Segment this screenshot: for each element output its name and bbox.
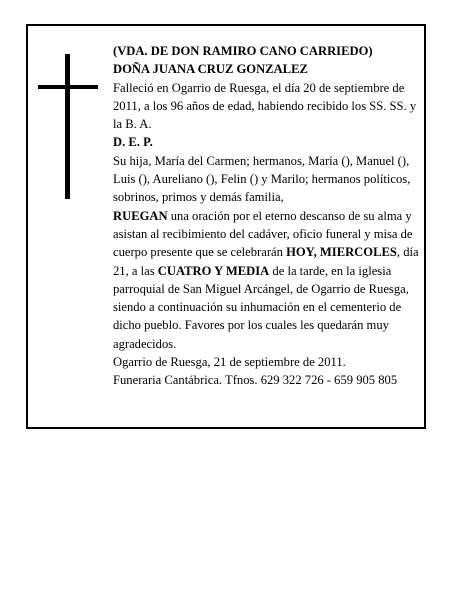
cross-vertical-bar bbox=[65, 54, 70, 199]
service-day: HOY, MIERCOLES bbox=[286, 245, 397, 260]
widow-of-line: (VDA. DE DON RAMIRO CANO CARRIEDO) bbox=[113, 44, 373, 58]
deceased-name: DOÑA JUANA CRUZ GONZALEZ bbox=[113, 62, 308, 77]
service-day-text: , día 21, a las bbox=[113, 245, 419, 278]
family-list: Su hija, María del Carmen; hermanos, María (), Manuel (), Luis (), Aureliano (), Felin () y Marilo; hermanos políticos, sobrinos, primos y demás familia, bbox=[113, 153, 411, 205]
service-details: de la tarde, en la iglesia parroquial de San Miguel Arcángel, de Ogarrio de Ruesga, siendo a continuación su inhumación en el cementerio de dicho pueblo. Favores por los cuales les quedarán muy agradecidos. bbox=[113, 263, 409, 351]
request-text: una oración por el eterno descanso de su alma y asistan al recibimiento del cadáver, oficio funeral y misa de cuerpo presente que se celebrarán bbox=[113, 208, 413, 260]
place-date: Ogarrio de Ruesga, 21 de septiembre de 2011. bbox=[113, 355, 346, 370]
service-time: CUATRO Y MEDIA bbox=[157, 263, 270, 278]
rest-in-peace: D. E. P. bbox=[113, 135, 153, 150]
request-word: RUEGAN bbox=[113, 208, 168, 223]
service-paragraph bbox=[113, 207, 425, 353]
notice-text bbox=[113, 42, 425, 390]
latin-cross-icon bbox=[38, 54, 98, 199]
obituary-notice bbox=[26, 24, 426, 429]
funeral-home: Funeraria Cantábrica. Tfnos. 629 322 726 - 659 905 805 bbox=[113, 373, 398, 388]
cross-horizontal-bar bbox=[38, 85, 98, 89]
death-info: Falleció en Ogarrio de Ruesga, el día 20 de septiembre de 2011, a los 96 años de edad, habiendo recibido los SS. SS. y la B. A. bbox=[113, 80, 417, 132]
